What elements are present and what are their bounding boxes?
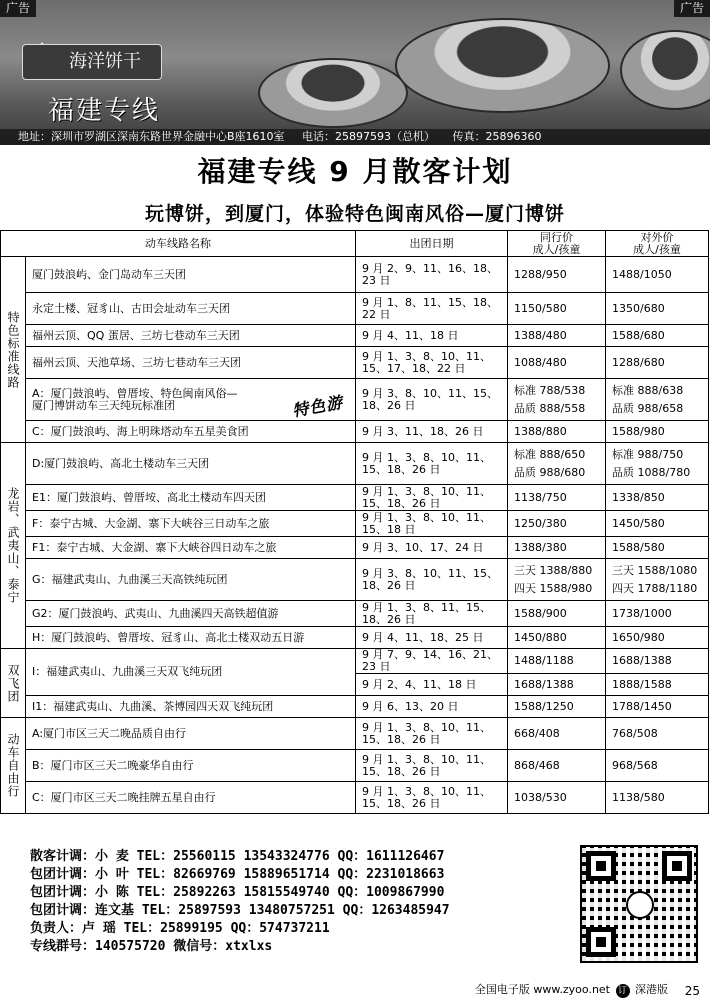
- page-number: 25: [684, 984, 700, 998]
- public-price: [606, 696, 709, 718]
- public-price: [606, 257, 709, 293]
- public-price: [606, 511, 709, 537]
- peer-price: [508, 421, 606, 443]
- peer-price: [508, 750, 606, 782]
- phone-text: 电话：25897593（总机）: [302, 130, 436, 143]
- price-value: 868/468: [514, 758, 560, 772]
- route-name: D:厦门鼓浪屿、高北土楼动车三天团: [26, 443, 356, 485]
- price-value: 1388/880: [514, 424, 567, 438]
- public-price: [606, 421, 709, 443]
- price-value: 1450/580: [612, 516, 665, 530]
- banner-contact-strip: [0, 129, 710, 145]
- public-price: [606, 485, 709, 511]
- category-label: 特色标准线路: [6, 310, 20, 389]
- departure-dates: 9 月 1、3、8、10、11、15、18 日: [356, 511, 508, 537]
- public-price: [606, 379, 709, 421]
- departure-dates: 9 月 2、9、11、16、18、23 日: [356, 257, 508, 293]
- price-value: 标准 788/538: [514, 383, 586, 397]
- table-row: [1, 559, 709, 601]
- route-name: G：福建武夷山、九曲溪三天高铁纯玩团: [26, 559, 356, 601]
- peer-price: [508, 696, 606, 718]
- table-row: [1, 696, 709, 718]
- route-name: F：泰宁古城、大金湖、寨下大峡谷三日动车之旅: [26, 511, 356, 537]
- peer-price: [508, 559, 606, 601]
- public-price: [606, 782, 709, 814]
- fax-text: 传真：25896360: [452, 130, 542, 143]
- contact-list: [30, 848, 450, 956]
- departure-dates: 9 月 1、3、8、10、11、15、18、26 日: [356, 485, 508, 511]
- peer-price: [508, 325, 606, 347]
- price-value: 1688/1388: [612, 654, 672, 667]
- route-name: I1：福建武夷山、九曲溪、茶博园四天双飞纯玩团: [26, 696, 356, 718]
- price-value: 1588/1250: [514, 699, 574, 713]
- price-value: 968/568: [612, 758, 658, 772]
- contact-row: 负责人：卢 瑶 TEL：25899195 QQ：574737211: [30, 921, 330, 936]
- page-subtitle: 玩博饼，到厦门，体验特色闽南风俗—厦门博饼: [144, 203, 565, 225]
- public-price: [606, 537, 709, 559]
- table-row: [1, 649, 709, 674]
- banner-title: 福建专线: [48, 96, 161, 126]
- price-value: 品质 1088/780: [612, 465, 691, 479]
- category-label: 龙岩、武夷山、泰宁: [6, 487, 20, 604]
- price-value: 四天 1588/980: [514, 581, 593, 595]
- header-route: 动车线路名称: [1, 231, 356, 257]
- departure-dates: 9 月 1、3、8、11、15、18、26 日: [356, 601, 508, 627]
- table-row: [1, 537, 709, 559]
- public-price: [606, 627, 709, 649]
- price-value: 1350/680: [612, 301, 665, 315]
- contact-row: 包团计调：小 陈 TEL：25892263 15815549740 QQ：1009867990: [30, 885, 445, 900]
- departure-dates: 9 月 1、3、8、10、11、15、18、26 日: [356, 750, 508, 782]
- table-row: [1, 627, 709, 649]
- advertisement-banner: [0, 0, 710, 145]
- route-name: A:厦门市区三天二晚品质自由行: [26, 718, 356, 750]
- peer-price: [508, 293, 606, 325]
- public-price: [606, 649, 709, 674]
- special-tour-stamp: 特色游: [290, 392, 345, 421]
- departure-dates: 9 月 4、11、18 日: [356, 325, 508, 347]
- category-cell: [1, 649, 26, 718]
- public-price: [606, 443, 709, 485]
- qr-eye-top-right: [662, 851, 692, 881]
- peer-price: [508, 649, 606, 674]
- page-title: 福建专线 9 月散客计划: [197, 155, 513, 188]
- peer-price: [508, 674, 606, 696]
- price-value: 1388/380: [514, 540, 567, 554]
- peer-price: [508, 347, 606, 379]
- footer-badge-icon: 订: [616, 984, 630, 998]
- route-name: 福州云顶、QQ 蛋居、三坊七巷动车三天团: [26, 325, 356, 347]
- price-value: 1288/950: [514, 267, 567, 281]
- price-value: 1588/580: [612, 540, 665, 554]
- price-value: 四天 1788/1180: [612, 581, 698, 595]
- departure-dates: 9 月 3、11、18、26 日: [356, 421, 508, 443]
- contact-row: 包团计调：连文基 TEL：25897593 13480757251 QQ：1263485947: [30, 903, 450, 918]
- route-name: 永定土楼、冠豸山、古田会址动车三天团: [26, 293, 356, 325]
- public-price: [606, 674, 709, 696]
- price-value: 三天 1388/880: [514, 563, 593, 577]
- route-name: I：福建武夷山、九曲溪三天双飞纯玩团: [26, 649, 356, 696]
- route-name: C：厦门市区三天二晚挂牌五星自由行: [26, 782, 356, 814]
- departure-dates: 9 月 1、3、8、10、11、15、18、26 日: [356, 782, 508, 814]
- peer-price: [508, 782, 606, 814]
- address-text: 地址：深圳市罗湖区深南东路世界金融中心B座1610室: [18, 130, 285, 143]
- route-name: 福州云顶、天池草场、三坊七巷动车三天团: [26, 347, 356, 379]
- price-value: 1388/480: [514, 328, 567, 342]
- ad-label-left: 广告: [0, 0, 36, 17]
- routes-table: [0, 230, 709, 814]
- price-value: 标准 888/650: [514, 447, 586, 461]
- public-price: [606, 601, 709, 627]
- peer-price: [508, 537, 606, 559]
- tulou-image-right: [620, 30, 710, 110]
- table-row: [1, 443, 709, 485]
- tulou-image-small: [258, 58, 408, 128]
- price-value: 品质 988/680: [514, 465, 586, 479]
- route-name: F1：泰宁古城、大金湖、寨下大峡谷四日动车之旅: [26, 537, 356, 559]
- price-value: 1250/380: [514, 516, 567, 530]
- brand-logo: 海洋饼干: [22, 44, 162, 80]
- departure-dates: 9 月 3、8、10、11、15、18、26 日: [356, 559, 508, 601]
- public-price: [606, 750, 709, 782]
- contact-row: 专线群号：140575720 微信号：xtxlxs: [30, 939, 273, 954]
- departure-dates: 9 月 1、3、8、10、11、15、18、26 日: [356, 443, 508, 485]
- departure-dates: 9 月 1、8、11、15、18、22 日: [356, 293, 508, 325]
- tulou-image-large: [395, 18, 610, 113]
- departure-dates: 9 月 7、9、14、16、21、23 日: [356, 649, 508, 674]
- table-row: [1, 750, 709, 782]
- table-row: [1, 257, 709, 293]
- price-value: 1088/480: [514, 355, 567, 369]
- peer-price: [508, 601, 606, 627]
- peer-price: [508, 379, 606, 421]
- price-value: 1738/1000: [612, 606, 672, 620]
- price-value: 标准 988/750: [612, 447, 684, 461]
- price-value: 1288/680: [612, 355, 665, 369]
- price-value: 668/408: [514, 726, 560, 740]
- public-price: [606, 293, 709, 325]
- contact-row: 包团计调：小 叶 TEL：82669769 15889651714 QQ：2231018663: [30, 867, 445, 882]
- price-value: 1788/1450: [612, 699, 672, 713]
- table-row: [1, 782, 709, 814]
- public-price: [606, 718, 709, 750]
- price-value: 1588/980: [612, 424, 665, 438]
- departure-dates: 9 月 4、11、18、25 日: [356, 627, 508, 649]
- category-label: 动车自由行: [6, 733, 20, 798]
- table-row: [1, 347, 709, 379]
- price-value: 标准 888/638: [612, 383, 684, 397]
- departure-dates: 9 月 6、13、20 日: [356, 696, 508, 718]
- price-value: 1588/680: [612, 328, 665, 342]
- ad-label-right: 广告: [674, 0, 710, 17]
- departure-dates: 9 月 1、3、8、10、11、15、18、26 日: [356, 718, 508, 750]
- wechat-qr-code: [580, 845, 698, 963]
- peer-price: [508, 511, 606, 537]
- route-name: G2：厦门鼓浪屿、武夷山、九曲溪四天高铁超值游: [26, 601, 356, 627]
- departure-dates: 9 月 1、3、8、10、11、15、17、18、22 日: [356, 347, 508, 379]
- table-row: [1, 718, 709, 750]
- price-value: 768/508: [612, 726, 658, 740]
- route-name: B：厦门市区三天二晚豪华自由行: [26, 750, 356, 782]
- public-price: [606, 347, 709, 379]
- price-value: 1650/980: [612, 630, 665, 644]
- category-cell: [1, 443, 26, 649]
- footer-edition: 深港版: [635, 983, 668, 996]
- departure-dates: 9 月 2、4、11、18 日: [356, 674, 508, 696]
- peer-price: [508, 257, 606, 293]
- peer-price: [508, 485, 606, 511]
- price-value: 1688/1388: [514, 677, 574, 691]
- departure-dates: 9 月 3、8、10、11、15、18、26 日: [356, 379, 508, 421]
- header-peer-price: 同行价 成人/孩童: [508, 231, 606, 257]
- peer-price: [508, 627, 606, 649]
- price-value: 1038/530: [514, 790, 567, 804]
- route-name: C：厦门鼓浪屿、海上明珠塔动车五星美食团: [26, 421, 356, 443]
- price-value: 1450/880: [514, 630, 567, 644]
- route-name: H：厦门鼓浪屿、曾厝垵、冠豸山、高北土楼双动五日游: [26, 627, 356, 649]
- price-value: 1888/1588: [612, 677, 672, 691]
- route-name: A：厦门鼓浪屿、曾厝垵、特色闽南风俗— 厦门博饼动车三天纯玩标准团: [26, 379, 356, 421]
- table-row: [1, 601, 709, 627]
- route-name: 厦门鼓浪屿、金门岛动车三天团: [26, 257, 356, 293]
- table-header-row: [1, 231, 709, 257]
- table-row: [1, 511, 709, 537]
- qr-eye-top-left: [586, 851, 616, 881]
- table-row: [1, 421, 709, 443]
- price-value: 1488/1050: [612, 267, 672, 281]
- header-date: 出团日期: [356, 231, 508, 257]
- table-row: [1, 325, 709, 347]
- header-public-price: 对外价 成人/孩童: [606, 231, 709, 257]
- category-cell: [1, 257, 26, 443]
- peer-price: [508, 443, 606, 485]
- table-row: [1, 485, 709, 511]
- price-value: 1338/850: [612, 490, 665, 504]
- category-cell: [1, 718, 26, 814]
- route-name: E1：厦门鼓浪屿、曾厝垵、高北土楼动车四天团: [26, 485, 356, 511]
- price-value: 品质 888/558: [514, 401, 586, 415]
- price-value: 1138/580: [612, 790, 665, 804]
- peer-price: [508, 718, 606, 750]
- departure-dates: 9 月 3、10、17、24 日: [356, 537, 508, 559]
- public-price: [606, 559, 709, 601]
- price-value: 1588/900: [514, 606, 567, 620]
- page-footer: [475, 981, 668, 998]
- price-value: 品质 988/658: [612, 401, 684, 415]
- price-value: 1138/750: [514, 490, 567, 504]
- contact-row: 散客计调：小 麦 TEL：25560115 13543324776 QQ：1611126467: [30, 849, 445, 864]
- price-value: 1150/580: [514, 301, 567, 315]
- public-price: [606, 325, 709, 347]
- qr-eye-bottom-left: [586, 927, 616, 957]
- price-value: 三天 1588/1080: [612, 563, 698, 577]
- price-value: 1488/1188: [514, 654, 574, 667]
- qr-logo-icon: [626, 891, 654, 919]
- footer-site: 全国电子版 www.zyoo.net: [474, 983, 610, 996]
- table-row: [1, 379, 709, 421]
- table-row: [1, 293, 709, 325]
- category-label: 双飞团: [6, 663, 20, 703]
